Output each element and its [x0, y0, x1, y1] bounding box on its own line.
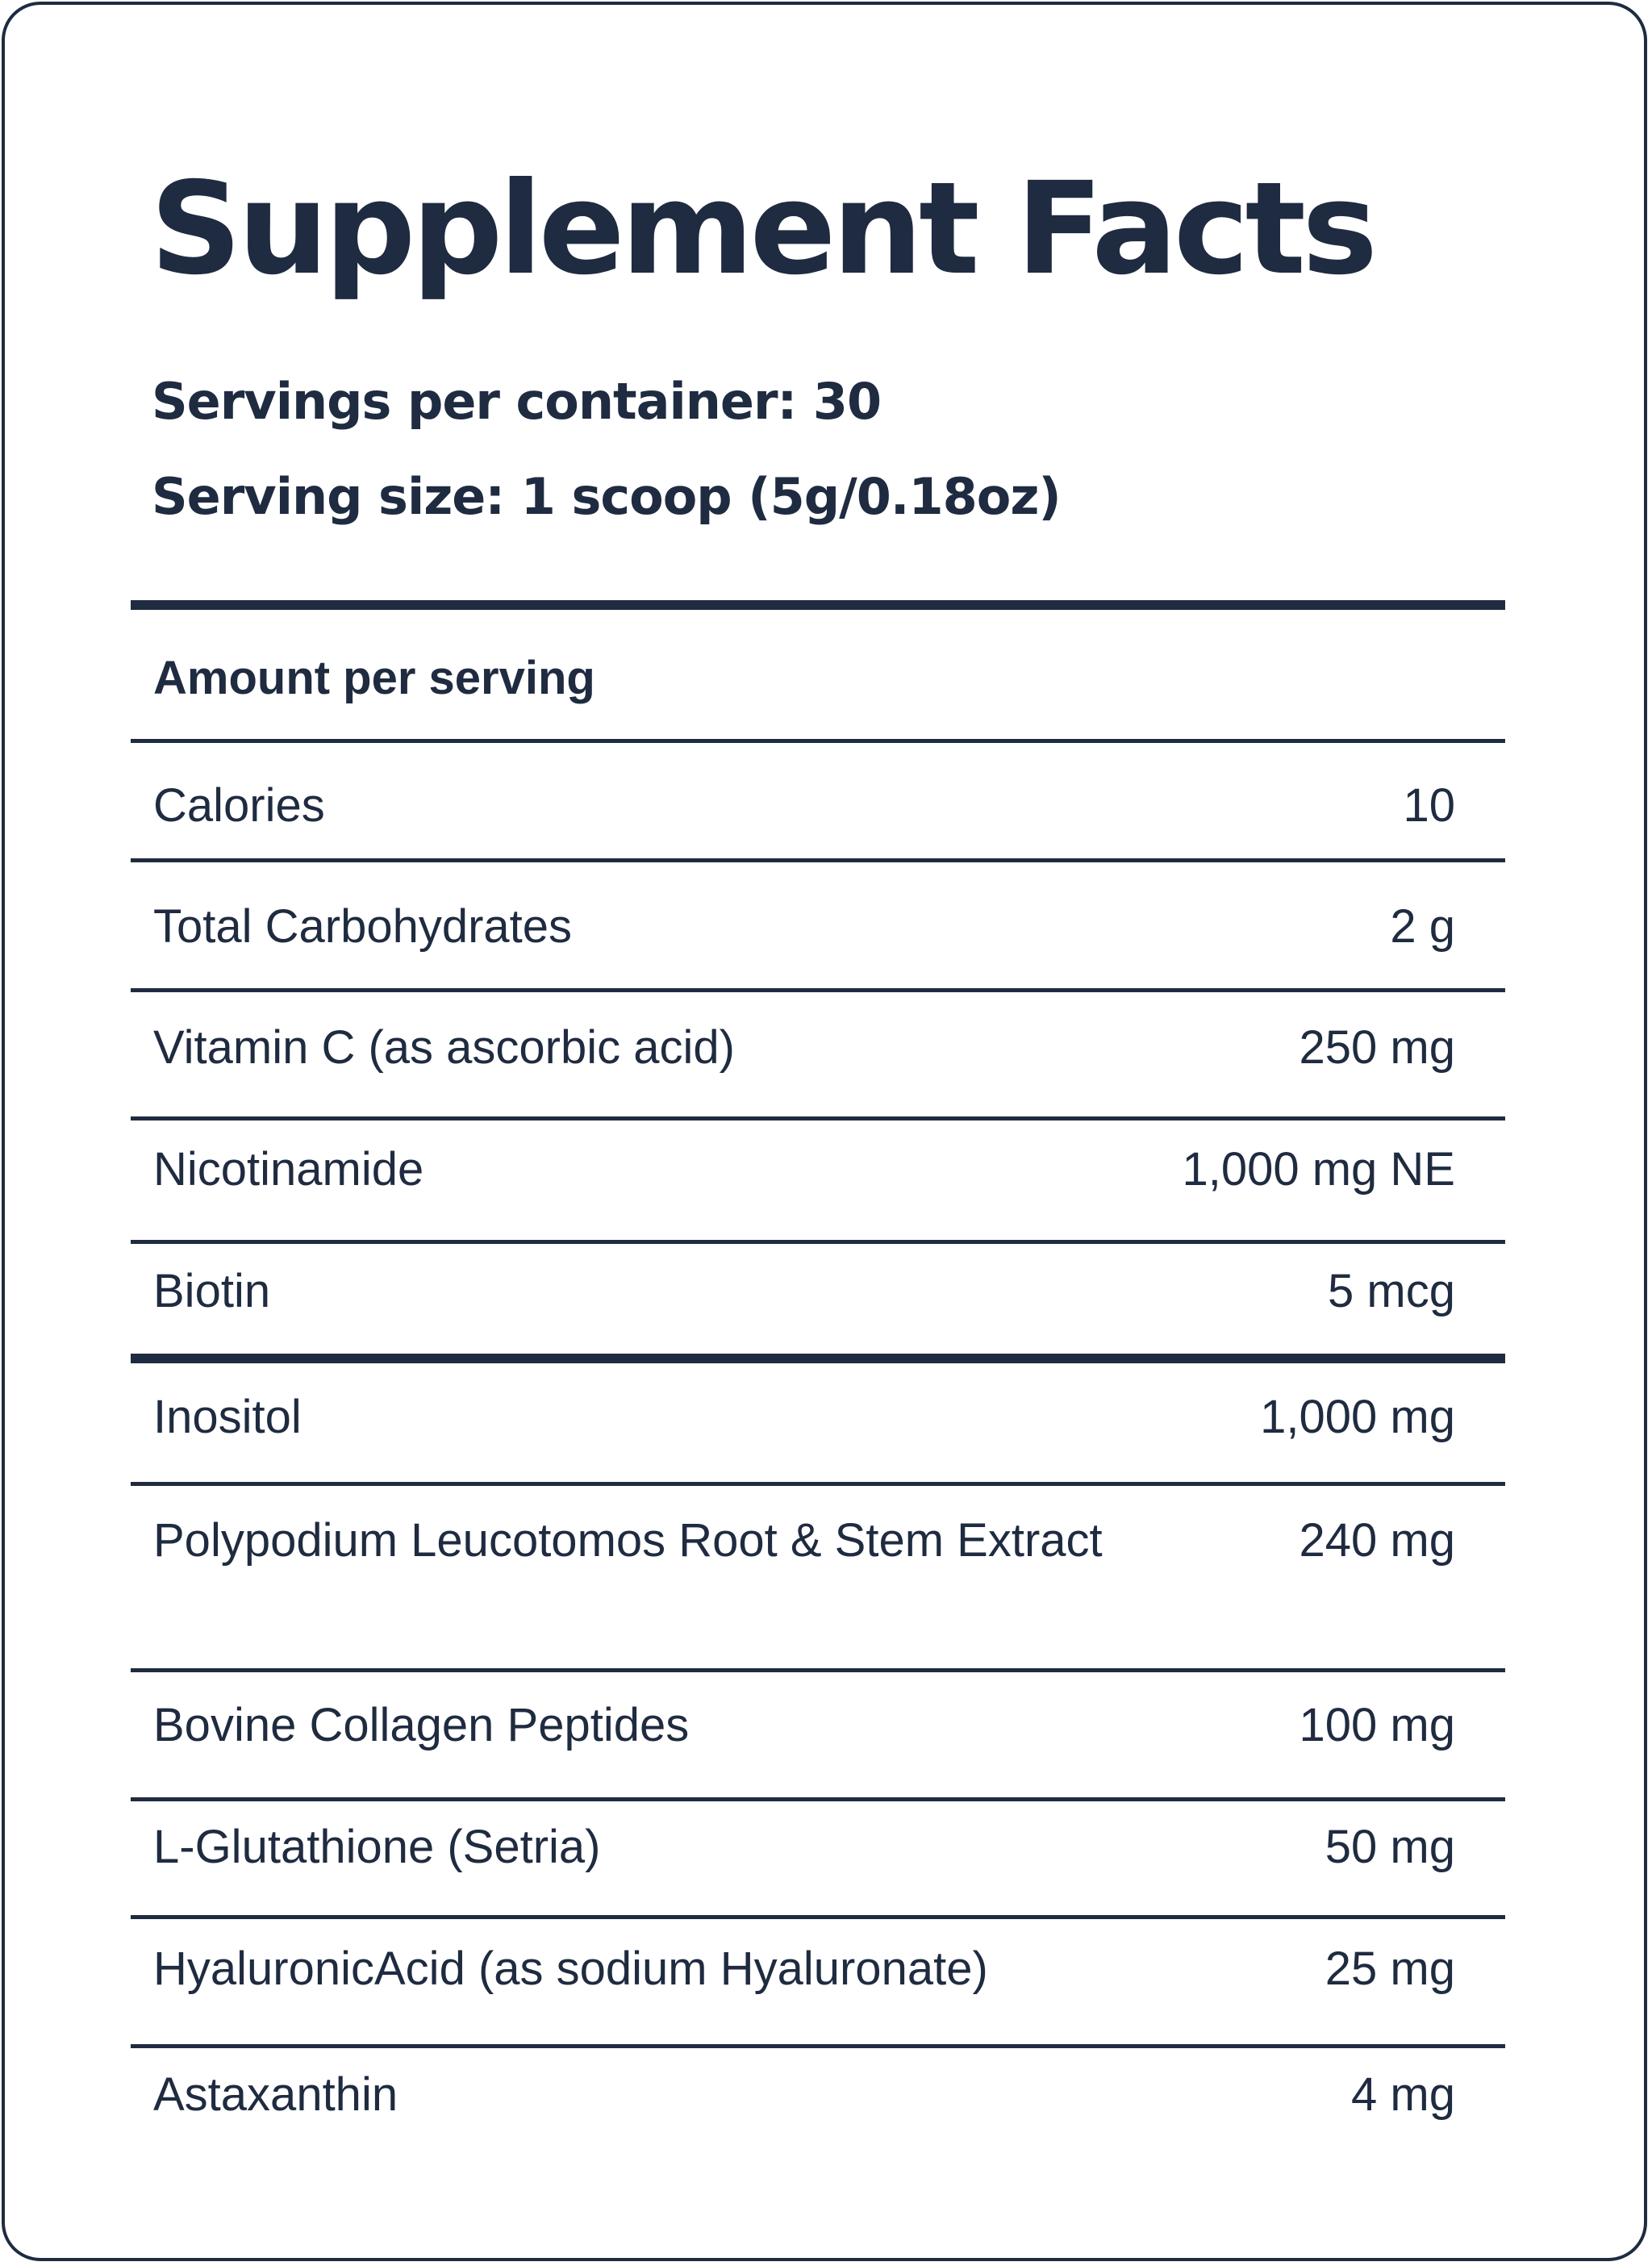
nutrient-name: Biotin [153, 1265, 271, 1317]
nutrient-amount: 25 mg [1325, 1943, 1455, 1995]
servings-per-container: Servings per container: 30 [152, 372, 882, 431]
nutrient-name: Total Carbohydrates [153, 900, 573, 953]
divider [131, 2044, 1505, 2048]
nutrient-name: Polypodium Leucotomos Root & Stem Extract [153, 1514, 1103, 1567]
nutrient-name: Bovine Collagen Peptides [153, 1699, 690, 1751]
nutrient-name: L-Glutathione (Setria) [153, 1821, 601, 1873]
divider [131, 988, 1505, 992]
nutrient-name: Astaxanthin [153, 2068, 398, 2121]
divider [131, 1797, 1505, 1801]
nutrient-name: Nicotinamide [153, 1143, 424, 1196]
nutrient-amount: 1,000 mg [1260, 1391, 1455, 1443]
nutrient-amount: 50 mg [1325, 1821, 1455, 1873]
nutrient-name: Vitamin C (as ascorbic acid) [153, 1021, 735, 1074]
divider [131, 739, 1505, 743]
nutrient-amount: 100 mg [1299, 1699, 1455, 1751]
amount-per-serving-header: Amount per serving [153, 652, 595, 704]
nutrient-name: HyaluronicAcid (as sodium Hyaluronate) [153, 1943, 988, 1995]
nutrient-amount: 4 mg [1351, 2068, 1455, 2121]
divider [131, 1668, 1505, 1672]
nutrient-amount: 2 g [1390, 900, 1455, 953]
divider-thick-middle [131, 1354, 1505, 1363]
serving-size: Serving size: 1 scoop (5g/0.18oz) [152, 467, 1061, 526]
divider [131, 1915, 1505, 1919]
nutrient-name: Calories [153, 779, 325, 832]
divider [131, 1482, 1505, 1486]
nutrient-amount: 240 mg [1299, 1514, 1455, 1567]
divider-thick-top [131, 600, 1505, 610]
nutrient-amount: 5 mcg [1328, 1265, 1455, 1317]
divider [131, 858, 1505, 862]
divider [131, 1240, 1505, 1244]
nutrient-amount: 250 mg [1299, 1021, 1455, 1074]
supplement-facts-panel [2, 2, 1647, 2261]
nutrient-amount: 10 [1403, 779, 1455, 832]
label-title: Supplement Facts [150, 155, 1375, 303]
divider [131, 1116, 1505, 1120]
nutrient-name: Inositol [153, 1391, 302, 1443]
nutrient-amount: 1,000 mg NE [1182, 1143, 1455, 1196]
